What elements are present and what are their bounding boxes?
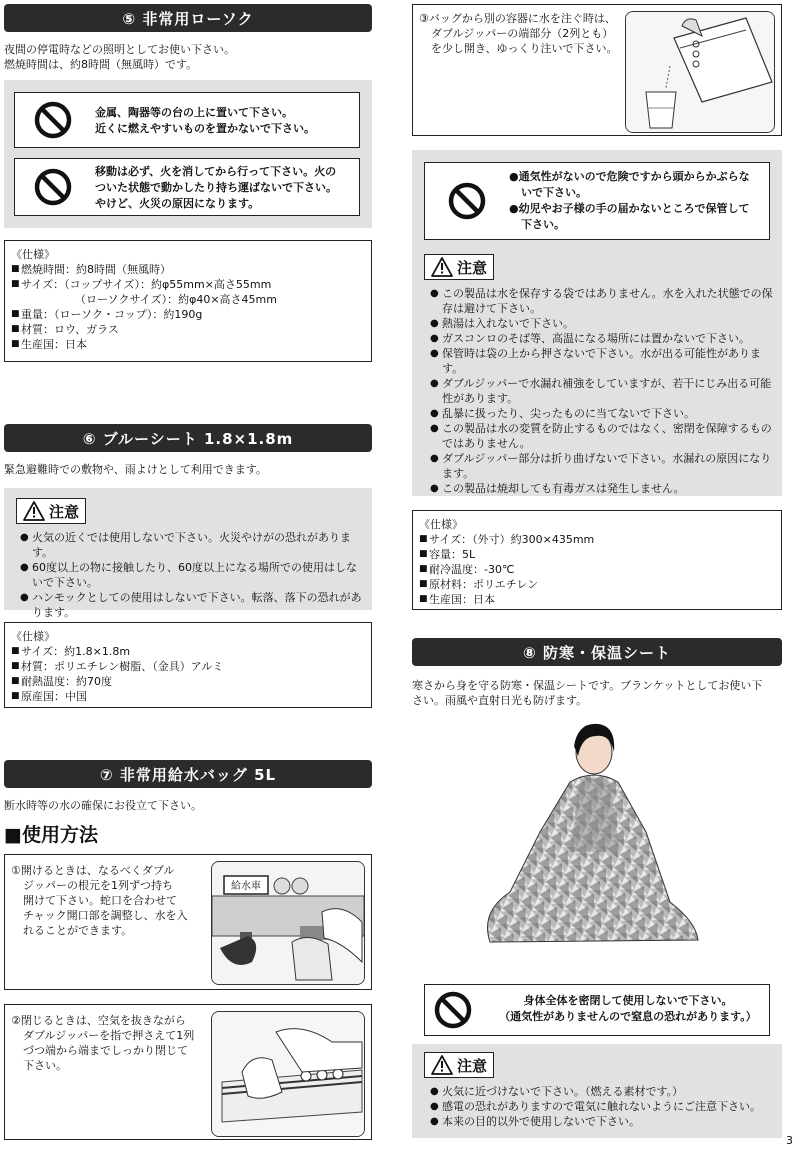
section5-warning-box-1 (14, 92, 360, 148)
spec-row: ■ 耐熱温度：約70度 (11, 674, 365, 689)
step3-box (412, 4, 782, 136)
thermal-blanket-photo (470, 712, 720, 962)
spec-title: 《仕様》 (11, 248, 55, 261)
step-line: れることができます。 (23, 924, 133, 937)
pouring-illustration (625, 11, 775, 133)
water-truck-illustration (211, 861, 365, 985)
prohibition-icon (433, 990, 473, 1030)
warning-line: 身体全体を密閉して使用しないで下さい。 (523, 994, 733, 1007)
truck-sign: 給水車 (231, 881, 261, 892)
caution-item: ● 熱湯は入れないで下さい。 (430, 316, 776, 331)
warning-triangle-icon (23, 500, 45, 522)
caution-text: 注意 (457, 1056, 488, 1075)
section6-spec-box (4, 622, 372, 708)
spec-row: （ローソクサイズ）：約φ40×高さ45mm (75, 293, 277, 306)
zipper-close-illustration (211, 1011, 365, 1137)
spec-row: ■ 生産国：日本 (419, 592, 775, 607)
warning-line: いで下さい。 (521, 186, 587, 199)
warning-line: 移動は必ず、火を消してから行って下さい。火の (95, 165, 337, 178)
spec-row: ■ 原産国：中国 (11, 689, 365, 704)
warning-line: 下さい。 (521, 218, 565, 231)
warning-triangle-icon (431, 1054, 453, 1076)
spec-row: ■ 容量：5L (419, 547, 775, 562)
section6-caution-label (16, 498, 86, 524)
caution-text: 注意 (49, 502, 80, 521)
section5-intro (4, 42, 374, 72)
spec-row: ■ サイズ：約1.8×1.8m (11, 644, 365, 659)
step2-box (4, 1004, 372, 1140)
section5-title: ⑤ 非常用ローソク (122, 9, 254, 28)
section5-header (4, 4, 372, 32)
caution-item: ● 火気に近づけないで下さい。（燃える素材です。） (430, 1084, 776, 1099)
prohibition-icon (447, 181, 487, 221)
intro-line: 夜間の停電時などの照明としてお使い下さい。 (4, 43, 235, 56)
section7-header (4, 760, 372, 788)
step-line: ②閉じるときは、空気を抜きながら (11, 1014, 186, 1027)
section8-caution-label (424, 1052, 494, 1078)
spec-row: ■ 燃焼時間：約8時間（無風時） (11, 262, 365, 277)
caution-item: ● この製品は水の変質を防止するものではなく、密閉を保障するものではありません。 (430, 421, 776, 451)
warning-line: 近くに燃えやすいものを置かないで下さい。 (95, 122, 315, 135)
spec-row: ■ 材質：ロウ、ガラス (11, 322, 365, 337)
section7-warning-box (424, 162, 770, 240)
warning-line: 金属、陶器等の台の上に置いて下さい。 (95, 106, 293, 119)
section6-caution-list (20, 530, 366, 620)
step-line: ジッパーの根元を1列ずつ持ち (23, 879, 173, 892)
caution-item: ● 60度以上の物に接触したり、60度以上になる場所での使用はしないで下さい。 (20, 560, 366, 590)
prohibition-icon (33, 167, 73, 207)
step-line: 下さい。 (23, 1059, 67, 1072)
section6-header (4, 424, 372, 452)
step-line: ①開けるときは、なるべくダブル (11, 864, 175, 877)
caution-item: ● 火気の近くでは使用しないで下さい。火災やけがの恐れがあります。 (20, 530, 366, 560)
caution-item: ● この製品は水を保存する袋ではありません。水を入れた状態での保存は避けて下さい。 (430, 286, 776, 316)
step-line: 開けて下さい。蛇口を合わせて (23, 894, 177, 907)
step-line: チャック開口部を調整し、水を入 (23, 909, 188, 922)
spec-row: ■ 材質：ポリエチレン樹脂、（金具）アルミ (11, 659, 365, 674)
step-line: づつ端から端までしっかり閉じて (23, 1044, 188, 1057)
page-number: 3 (786, 1134, 793, 1147)
section5-warning-box-2 (14, 158, 360, 216)
section8-header (412, 638, 782, 666)
caution-item: ● 保管時は袋の上から押さないで下さい。水が出る可能性があります。 (430, 346, 776, 376)
step1-box (4, 854, 372, 990)
section6-intro: 緊急避難時での敷物や、雨よけとして利用できます。 (4, 463, 267, 476)
intro-line: さい。雨風や直射日光も防げます。 (412, 694, 588, 707)
caution-item: ● ガスコンロのそば等、高温になる場所には置かないで下さい。 (430, 331, 776, 346)
warning-triangle-icon (431, 256, 453, 278)
section7-intro: 断水時等の水の確保にお役立て下さい。 (4, 799, 202, 812)
caution-item: ● この製品は焼却しても有毒ガスは発生しません。 (430, 481, 776, 496)
prohibition-icon (33, 100, 73, 140)
section7-caution-list (430, 286, 776, 496)
caution-item: ● ダブルジッパーで水漏れ補強をしていますが、若干にじみ出る可能性があります。 (430, 376, 776, 406)
section8-caution-list (430, 1084, 776, 1129)
section7-spec-box (412, 510, 782, 610)
caution-item: ● ハンモックとしての使用はしないで下さい。転落、落下の恐れがあります。 (20, 590, 366, 620)
spec-row: ■ サイズ：（外寸）約300×435mm (419, 532, 775, 547)
caution-item: ● ダブルジッパー部分は折り曲げないで下さい。水漏れの原因になります。 (430, 451, 776, 481)
spec-title: 《仕様》 (11, 630, 55, 643)
section5-spec-box (4, 240, 372, 362)
warning-line: ●通気性がないので危険ですから頭からかぶらな (509, 170, 750, 183)
step-line: を少し開き、ゆっくり注いで下さい。 (431, 42, 618, 55)
section7-title: ⑦ 非常用給水バッグ 5L (99, 765, 277, 784)
spec-row: ■ サイズ：（コップサイズ）：約φ55mm×高さ55mm (11, 277, 365, 292)
step-line: ③バッグから別の容器に水を注ぐ時は、 (419, 12, 616, 25)
caution-item: ● 感電の恐れがありますので電気に触れないようにご注意下さい。 (430, 1099, 776, 1114)
step-line: ダブルジッパーを指で押さえて1列 (23, 1029, 195, 1042)
spec-row: ■ 耐冷温度：-30℃ (419, 562, 775, 577)
section8-warning-box (424, 984, 770, 1036)
spec-row: ■ 生産国：日本 (11, 337, 365, 352)
spec-row: ■ 重量：（ローソク・コップ）：約190g (11, 307, 365, 322)
warning-line: ●幼児やお子様の手の届かないところで保管して (509, 202, 750, 215)
section7-caution-label (424, 254, 494, 280)
intro-line: 燃焼時間は、約8時間（無風時）です。 (4, 58, 198, 71)
spec-title: 《仕様》 (419, 518, 463, 531)
usage-heading: ■使用方法 (4, 824, 98, 846)
warning-line: やけど、火災の原因になります。 (95, 197, 260, 210)
caution-item: ● 乱暴に扱ったり、尖ったものに当てないで下さい。 (430, 406, 776, 421)
warning-line: ついた状態で動かしたり持ち運ばないで下さい。 (95, 181, 337, 194)
caution-item: ● 本来の目的以外で使用しないで下さい。 (430, 1114, 776, 1129)
section6-title: ⑥ ブルーシート 1.8×1.8m (82, 429, 294, 448)
intro-line: 寒さから身を守る防寒・保温シートです。ブランケットとしてお使い下 (412, 679, 763, 692)
caution-text: 注意 (457, 258, 488, 277)
section8-title: ⑧ 防寒・保温シート (523, 643, 671, 662)
warning-line: （通気性がありませんので窒息の恐れがあります。） (499, 1010, 757, 1023)
spec-row: ■ 原材料：ポリエチレン (419, 577, 775, 592)
section8-intro (412, 678, 790, 708)
step-line: ダブルジッパーの端部分（2列とも） (431, 27, 614, 40)
